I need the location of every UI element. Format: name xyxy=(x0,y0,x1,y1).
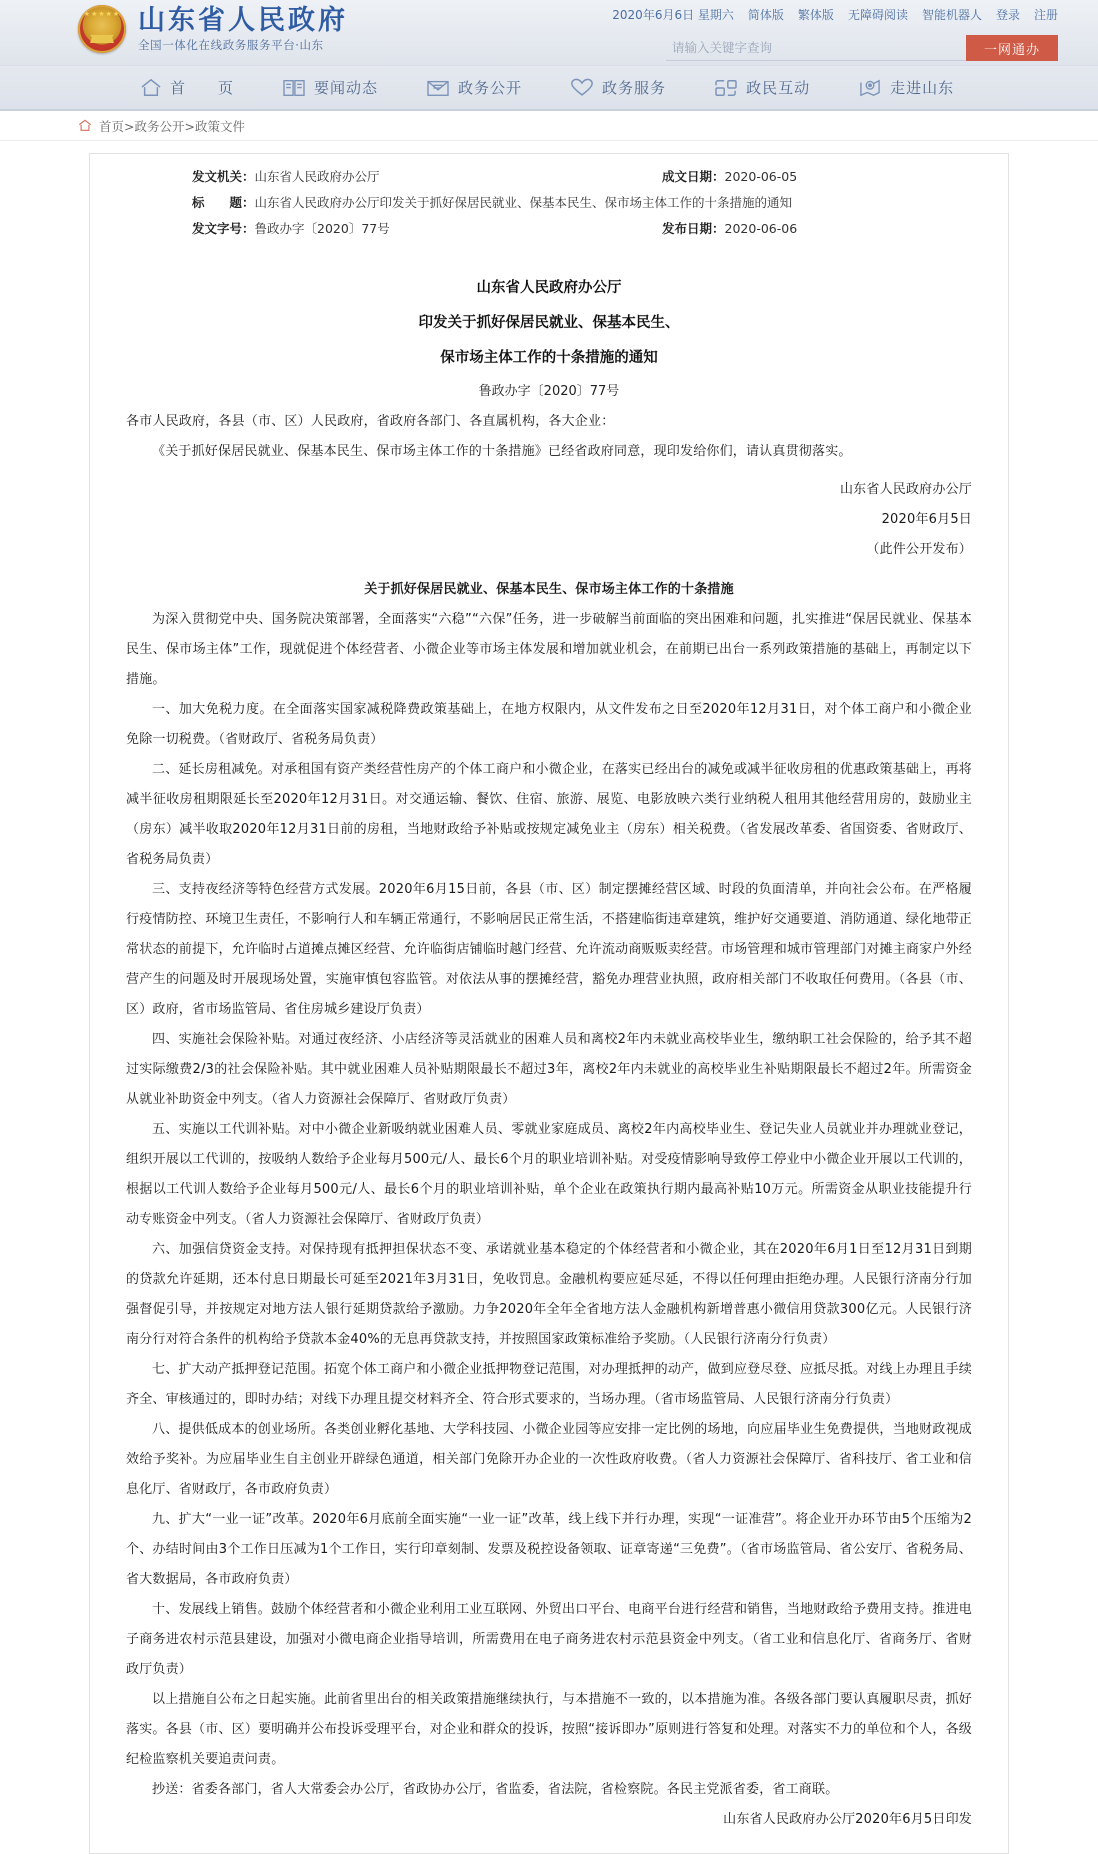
brand-title: 山东省人民政府 xyxy=(138,4,348,36)
document-salutation: 各市人民政府，各县（市、区）人民政府，省政府各部门、各直属机构，各大企业： xyxy=(126,414,615,429)
link-login[interactable]: 登录 xyxy=(995,8,1020,22)
site-header xyxy=(0,0,1098,66)
meta-value-issuer: 山东省人民政府办公厅 xyxy=(254,169,380,184)
site-brand[interactable] xyxy=(78,5,348,53)
document-intro: 《关于抓好保居民就业、保基本民生、保市场主体工作的十条措施》已经省政府同意，现印发给你们，请认真贯彻落实。 xyxy=(152,444,852,459)
document-cc-line: 抄送：省委各部门，省人大常委会办公厅，省政协办公厅，省监委，省法院，省检察院。各民主党派省委，省工商联。 xyxy=(152,1782,839,1797)
nav-label-interaction: 政民互动 xyxy=(746,79,811,97)
nav-label-news: 要闻动态 xyxy=(314,79,379,97)
nav-item-gov-service[interactable] xyxy=(570,77,666,98)
document-meta-table xyxy=(89,153,1009,254)
nav-item-interaction[interactable] xyxy=(714,77,810,98)
link-accessibility[interactable]: 无障碍阅读 xyxy=(847,8,908,22)
current-date: 2020年6月6日 星期六 xyxy=(612,8,734,22)
measure-item: 七、扩大动产抵押登记范围。拓宽个体工商户和小微企业抵押物登记范围，对办理抵押的动产，做到应登尽登、应抵尽抵。对线上办理且手续齐全、审核通过的，即时办结；对线下办理且提交材料齐全、符合形式要求的，当场办理。（省市场监管局、人民银行济南分行负责） xyxy=(126,1362,972,1407)
nav-label-gov-disclosure: 政务公开 xyxy=(458,79,523,97)
top-links xyxy=(498,6,1058,23)
document-title-line-1: 山东省人民政府办公厅 xyxy=(476,280,622,296)
meta-value-publish-date: 2020-06-06 xyxy=(724,221,798,236)
document-closing: 以上措施自公布之日起实施。此前省里出台的相关政策措施继续执行，与本措施不一致的，以本措施为准。各级各部门要认真履职尽责，抓好落实。各县（市、区）要明确并公布投诉受理平台，对企业和群众的投诉，按照“接诉即办”原则进行答复和处理。对落实不力的单位和个人，各级纪检监察机关要追责问责。 xyxy=(126,1692,972,1767)
meta-label-docnum: 发文字号： xyxy=(192,221,255,236)
link-simplified[interactable]: 简体版 xyxy=(747,8,784,22)
envelope-icon xyxy=(426,78,450,98)
nav-label-visit-shandong: 走进山东 xyxy=(890,79,955,97)
search-row xyxy=(498,35,1058,61)
interaction-icon xyxy=(714,78,738,98)
search-input[interactable] xyxy=(666,35,966,61)
meta-label-formed-date: 成文日期： xyxy=(662,169,725,184)
main-navigation xyxy=(0,66,1098,111)
measure-item: 六、加强信贷资金支持。对保持现有抵押担保状态不变、承诺就业基本稳定的个体经营者和小微企业，其在2020年6月1日至12月31日到期的贷款允许延期，还本付息日期最长可延至2021年3月31日，免收罚息。金融机构要应延尽延，不得以任何理由拒绝办理。人民银行济南分行加强督促引导，并按规定对地方法人银行延期贷款给予激励。力争2020年全年全省地方法人金融机构新增普惠小微信用贷款300亿元。人民银行济南分行对符合条件的机构给予贷款本金40%的无息再贷款支持，并按照国家政策标准给予奖励。（人民银行济南分行负责） xyxy=(126,1242,972,1347)
map-pin-icon xyxy=(858,78,882,98)
measure-item: 四、实施社会保险补贴。对通过夜经济、小店经济等灵活就业的困难人员和离校2年内未就业高校毕业生，缴纳职工社会保险的，给予其不超过实际缴费2/3的社会保险补贴。其中就业困难人员补贴期限最长不超过3年，离校2年内未就业的高校毕业生补贴期限最长不超过2年。所需资金从就业补助资金中列支。（省人力资源社会保障厅、省财政厅负责） xyxy=(126,1032,972,1107)
nav-item-home[interactable] xyxy=(140,77,234,98)
home-icon[interactable] xyxy=(78,119,92,132)
meta-row-docnum xyxy=(90,216,1008,242)
meta-value-title: 山东省人民政府办公厅印发关于抓好保居民就业、保基本民生、保市场主体工作的十条措施的通知 xyxy=(254,195,793,210)
public-release-note: （此件公开发布） xyxy=(866,542,972,557)
section-title: 关于抓好保居民就业、保基本民生、保市场主体工作的十条措施 xyxy=(364,582,734,597)
meta-label-issuer: 发文机关： xyxy=(192,169,255,184)
home-icon xyxy=(140,78,162,98)
link-smart-robot[interactable]: 智能机器人 xyxy=(921,8,982,22)
header-right xyxy=(498,6,1058,61)
signature-organization: 山东省人民政府办公厅 xyxy=(839,482,972,497)
onestop-service-button[interactable]: 一网通办 xyxy=(966,35,1058,61)
document-body xyxy=(89,254,1009,1854)
link-register[interactable]: 注册 xyxy=(1033,8,1058,22)
measure-item: 十、发展线上销售。鼓励个体经营者和小微企业利用工业互联网、外贸出口平台、电商平台进行经营和销售，当地财政给予费用支持。推进电子商务进农村示范县建设，加强对小微电商企业指导培训，所需费用在电子商务进农村示范县资金中列支。（省工业和信息化厅、省商务厅、省财政厅负责） xyxy=(126,1602,972,1677)
measure-item: 二、延长房租减免。对承租国有资产类经营性房产的个体工商户和小微企业，在落实已经出台的减免或减半征收房租的优惠政策基础上，再将减半征收房租期限延长至2020年12月31日。对交通运输、餐饮、住宿、旅游、展览、电影放映六类行业纳税人租用其他经营用房的，鼓励业主（房东）减半收取2020年12月31日前的房租，当地财政给予补贴或按规定减免业主（房东）相关税费。（省发展改革委、省国资委、省财政厅、省税务局负责） xyxy=(126,762,972,867)
document-title-line-3: 保市场主体工作的十条措施的通知 xyxy=(440,350,658,366)
meta-row-issuer xyxy=(90,164,1008,190)
document-footer-line: 山东省人民政府办公厅2020年6月5日印发 xyxy=(723,1812,972,1827)
book-icon xyxy=(282,78,306,98)
nav-item-news[interactable] xyxy=(282,77,378,98)
emblem-stars: ★★★★★ xyxy=(83,10,121,18)
measure-item: 八、提供低成本的创业场所。各类创业孵化基地、大学科技园、小微企业园等应安排一定比例的场地，向应届毕业生免费提供，当地财政视成效给予奖补。为应届毕业生自主创业开辟绿色通道，相关部门免除开办企业的一次性政府收费。（省人力资源社会保障厅、省科技厅、省工业和信息化厅、省财政厅，各市政府负责） xyxy=(126,1422,972,1497)
measure-item: 五、实施以工代训补贴。对中小微企业新吸纳就业困难人员、零就业家庭成员、离校2年内高校毕业生、登记失业人员就业并办理就业登记，组织开展以工代训的，按吸纳人数给予企业每月500元/人、最长6个月的职业培训补贴。对受疫情影响导致停工停业中小微企业开展以工代训的，根据以工代训人数给予企业每月500元/人、最长6个月的职业培训补贴，单个企业在政策执行期内最高补贴10万元。所需资金从职业技能提升行动专账资金中列支。（省人力资源社会保障厅、省财政厅负责） xyxy=(126,1122,972,1227)
document-title-line-2: 印发关于抓好保居民就业、保基本民生、 xyxy=(418,315,680,331)
meta-value-formed-date: 2020-06-05 xyxy=(724,169,798,184)
nav-item-gov-disclosure[interactable] xyxy=(426,77,522,98)
meta-label-title: 标 题： xyxy=(192,195,255,210)
measure-item: 一、加大免税力度。在全面落实国家减税降费政策基础上，在地方权限内，从文件发布之日至2020年12月31日，对个体工商户和小微企业免除一切税费。（省财政厅、省税务局负责） xyxy=(126,702,972,747)
document-preamble: 为深入贯彻党中央、国务院决策部署，全面落实“六稳”“六保”任务，进一步破解当前面临的突出困难和问题，扎实推进“保居民就业、保基本民生、保市场主体”工作，现就促进个体经营者、小微企业等市场主体发展和增加就业机会，在前期已出台一系列政策措施的基础上，再制定以下措施。 xyxy=(126,612,972,687)
document-number: 鲁政办字〔2020〕77号 xyxy=(478,384,620,399)
heart-icon xyxy=(570,77,594,98)
meta-row-title xyxy=(90,190,1008,216)
nav-label-home: 首 页 xyxy=(170,79,235,97)
nav-item-visit-shandong[interactable] xyxy=(858,77,954,98)
breadcrumb-text[interactable]: 首页>政务公开>政策文件 xyxy=(99,118,245,134)
measure-item: 三、支持夜经济等特色经营方式发展。2020年6月15日前，各县（市、区）制定摆摊经营区域、时段的负面清单，并向社会公布。在严格履行疫情防控、环境卫生责任，不影响行人和车辆正常通行，不影响居民正常生活，不搭建临街违章建筑，维护好交通要道、消防通道、绿化地带正常状态的前提下，允许临时占道摊点摊区经营、允许临街店铺临时越门经营、允许流动商贩贩卖经营。市场管理和城市管理部门对摊主商家户外经营产生的问题及时开展现场处置，实施审慎包容监管。对依法从事的摆摊经营，豁免办理营业执照，政府相关部门不收取任何费用。（各县（市、区）政府，省市场监管局、省住房城乡建设厅负责） xyxy=(126,882,972,1017)
brand-subtitle: 全国一体化在线政务服务平台·山东 xyxy=(138,38,324,53)
nav-label-gov-service: 政务服务 xyxy=(602,79,667,97)
meta-value-docnum: 鲁政办字〔2020〕77号 xyxy=(254,221,390,236)
meta-label-publish-date: 发布日期： xyxy=(662,221,725,236)
national-emblem-icon xyxy=(78,5,126,53)
breadcrumb xyxy=(0,111,1098,141)
link-traditional[interactable]: 繁体版 xyxy=(797,8,834,22)
signature-date: 2020年6月5日 xyxy=(881,512,972,527)
measure-item: 九、扩大“一业一证”改革。2020年6月底前全面实施“一业一证”改革，线上线下并行办理，实现“一证准营”。将企业开办环节由5个压缩为2个、办结时间由3个工作日压减为1个工作日，实行印章刻制、发票及税控设备领取、证章寄递“三免费”。（省市场监管局、省公安厅、省税务局、省大数据局，各市政府负责） xyxy=(126,1512,972,1587)
